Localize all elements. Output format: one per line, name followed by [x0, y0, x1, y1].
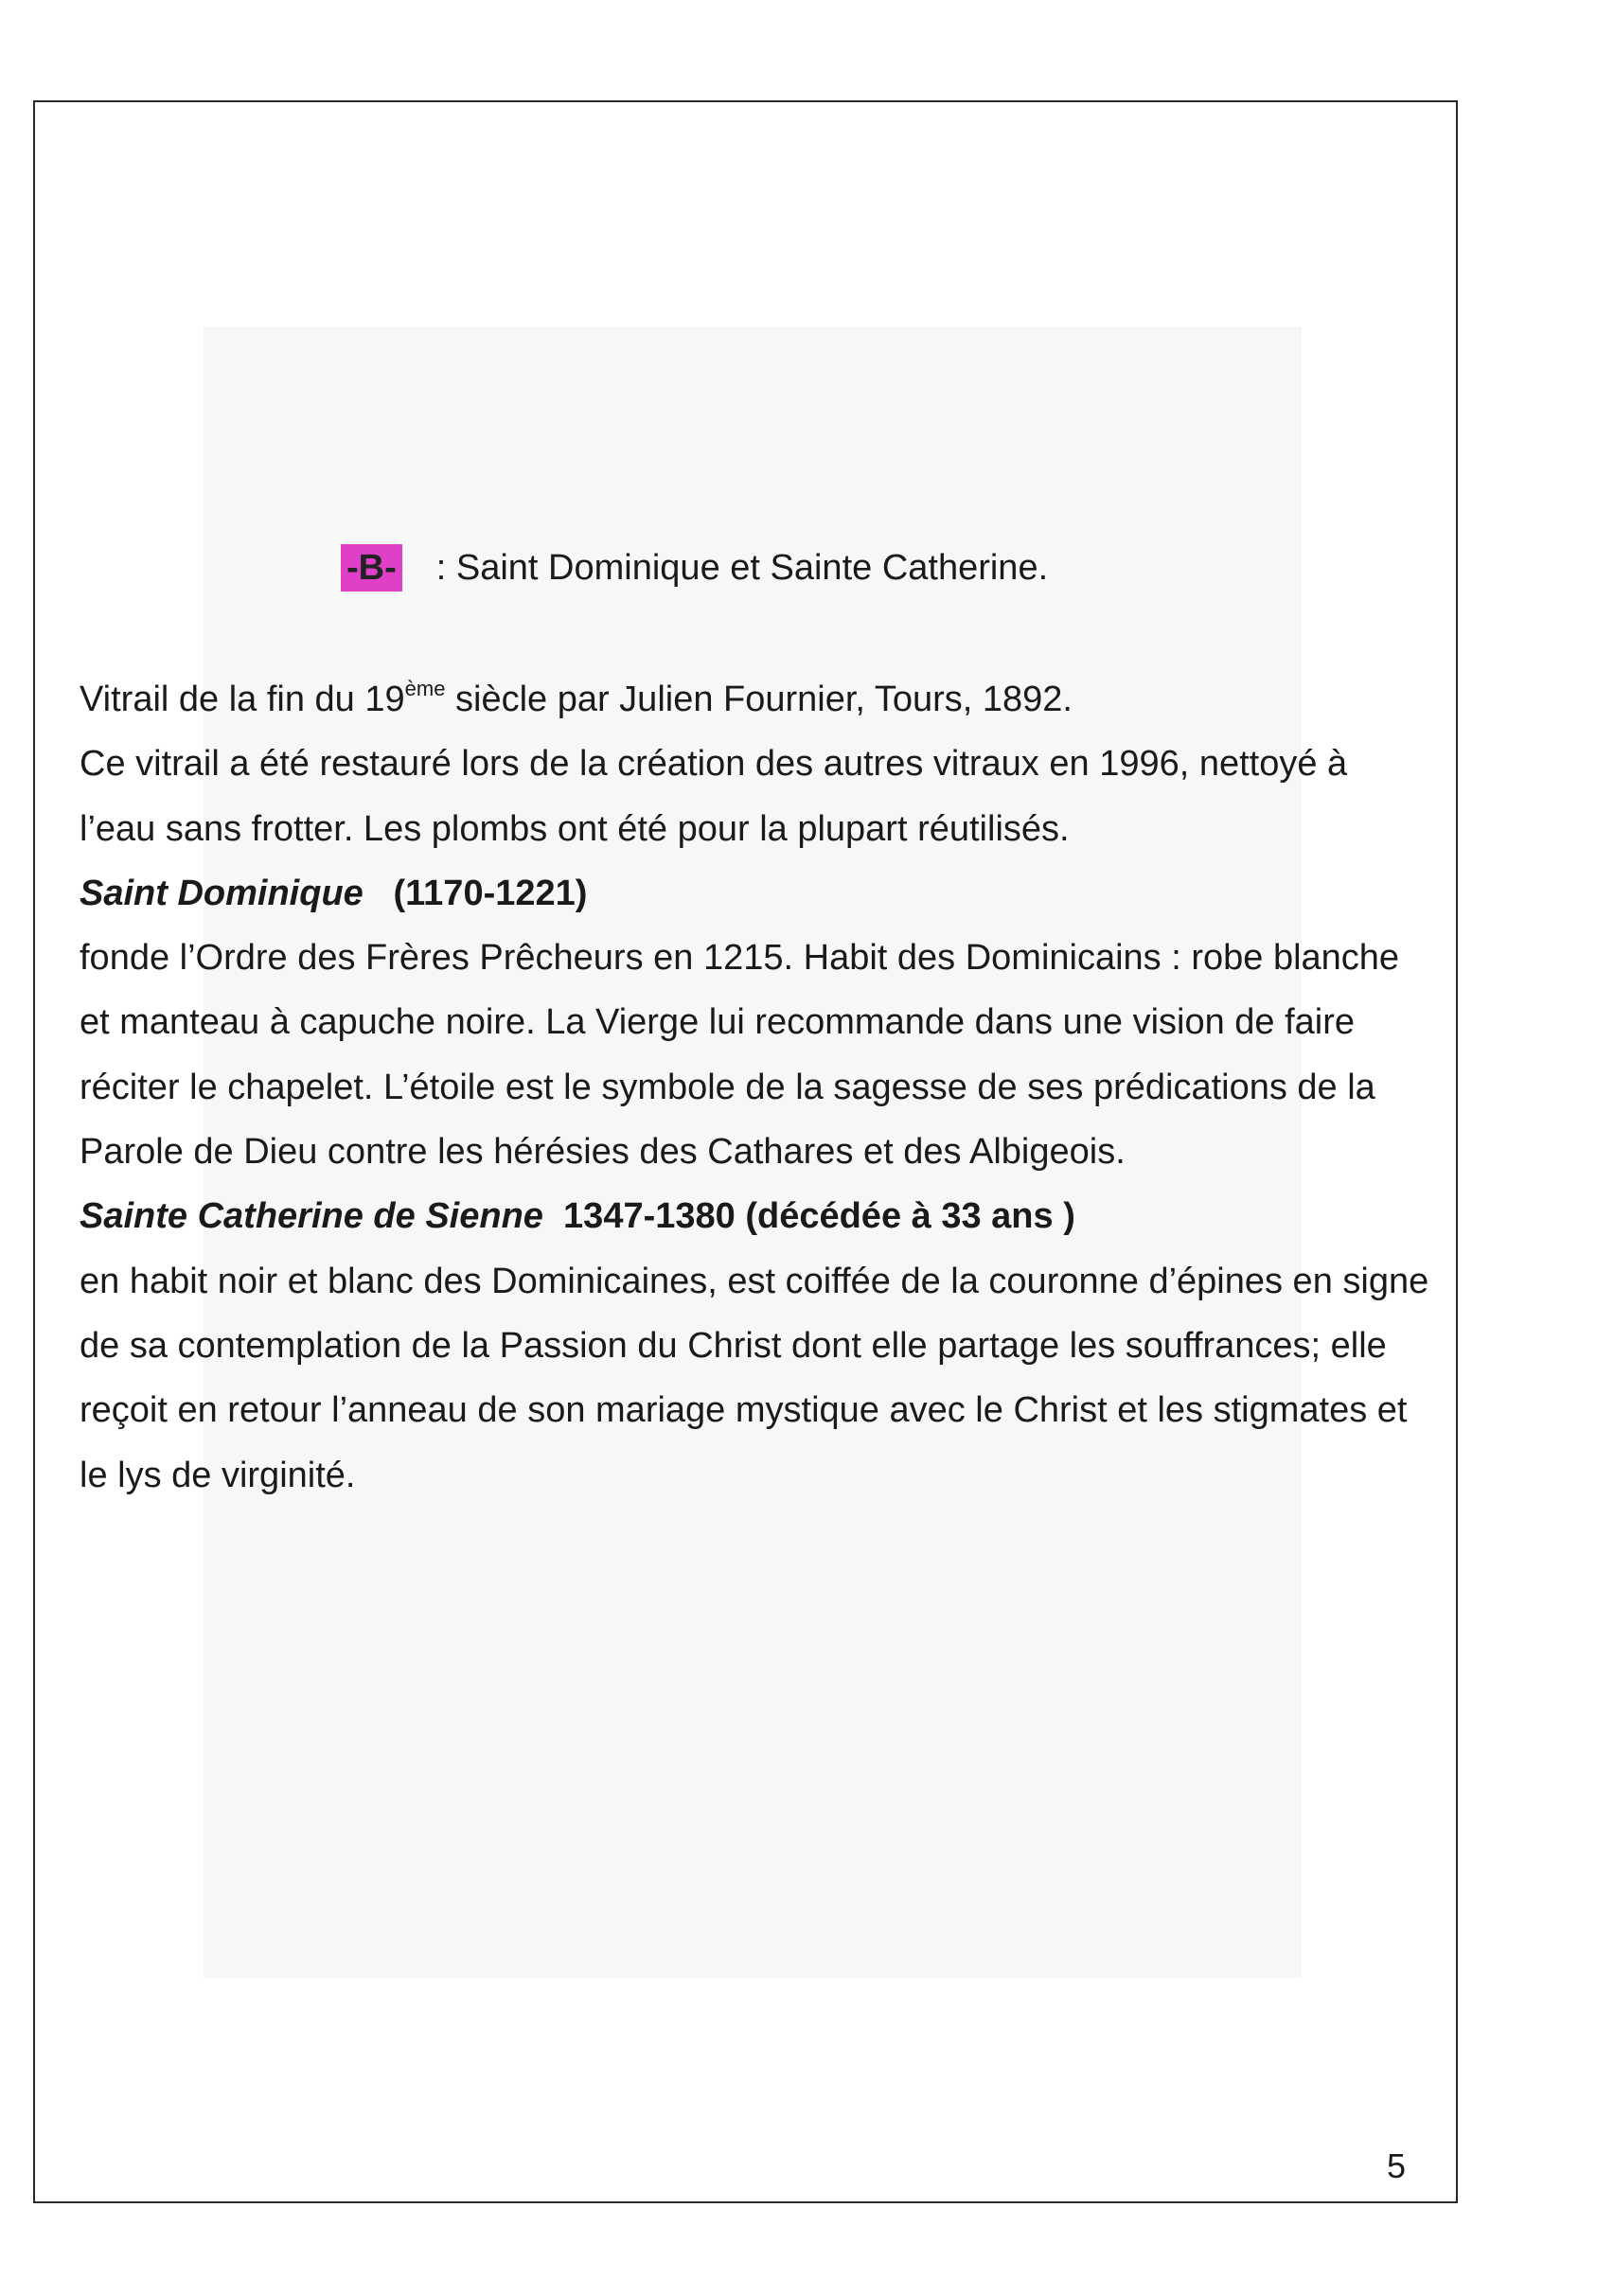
dominique-name: Saint Dominique: [80, 873, 364, 913]
catherine-dates: 1347-1380 (décédée à 33 ans ): [563, 1196, 1075, 1237]
page-number: 5: [1387, 2146, 1407, 2185]
intro-text-after: siècle par Julien Fournier, Tours, 1892.: [445, 680, 1073, 719]
section-title: : Saint Dominique et Sainte Catherine.: [435, 548, 1049, 588]
dominique-paragraph: fonde l’Ordre des Frères Prêcheurs en 1215. Habit des Dominicains : robe blanche et manteau à capuche noire. La Vierge lui recommande dans une vision de faire réciter le chapelet. L’étoile est le symbole de la sagesse de ses prédications de la Parole de Dieu contre les hérésies des Cathares et des Albigeois.: [80, 938, 1400, 1173]
catherine-heading: [80, 1184, 1433, 1248]
section-heading: [341, 541, 1048, 594]
dominique-heading: [80, 861, 1433, 926]
intro-text-before: Vitrail de la fin du 19: [80, 680, 405, 719]
dominique-dates: (1170-1221): [393, 873, 588, 913]
document-body: [80, 667, 1433, 1508]
intro-line: [80, 667, 1433, 732]
catherine-name: Sainte Catherine de Sienne: [80, 1196, 543, 1237]
catherine-paragraph: en habit noir et blanc des Dominicaines, est coiffée de la couronne d’épines en signe de sa contemplation de la Passion du Christ dont elle partage les souffrances; elle reçoit en retour l’anneau de son mariage mystique avec le Christ et les stigmates et le lys de virginité.: [80, 1261, 1429, 1495]
restoration-paragraph: Ce vitrail a été restauré lors de la création des autres vitraux en 1996, nettoyé à l’eau sans frotter. Les plombs ont été pour la plupart réutilisés.: [80, 744, 1348, 849]
century-superscript: ème: [404, 677, 446, 700]
section-badge: -B-: [341, 544, 402, 592]
